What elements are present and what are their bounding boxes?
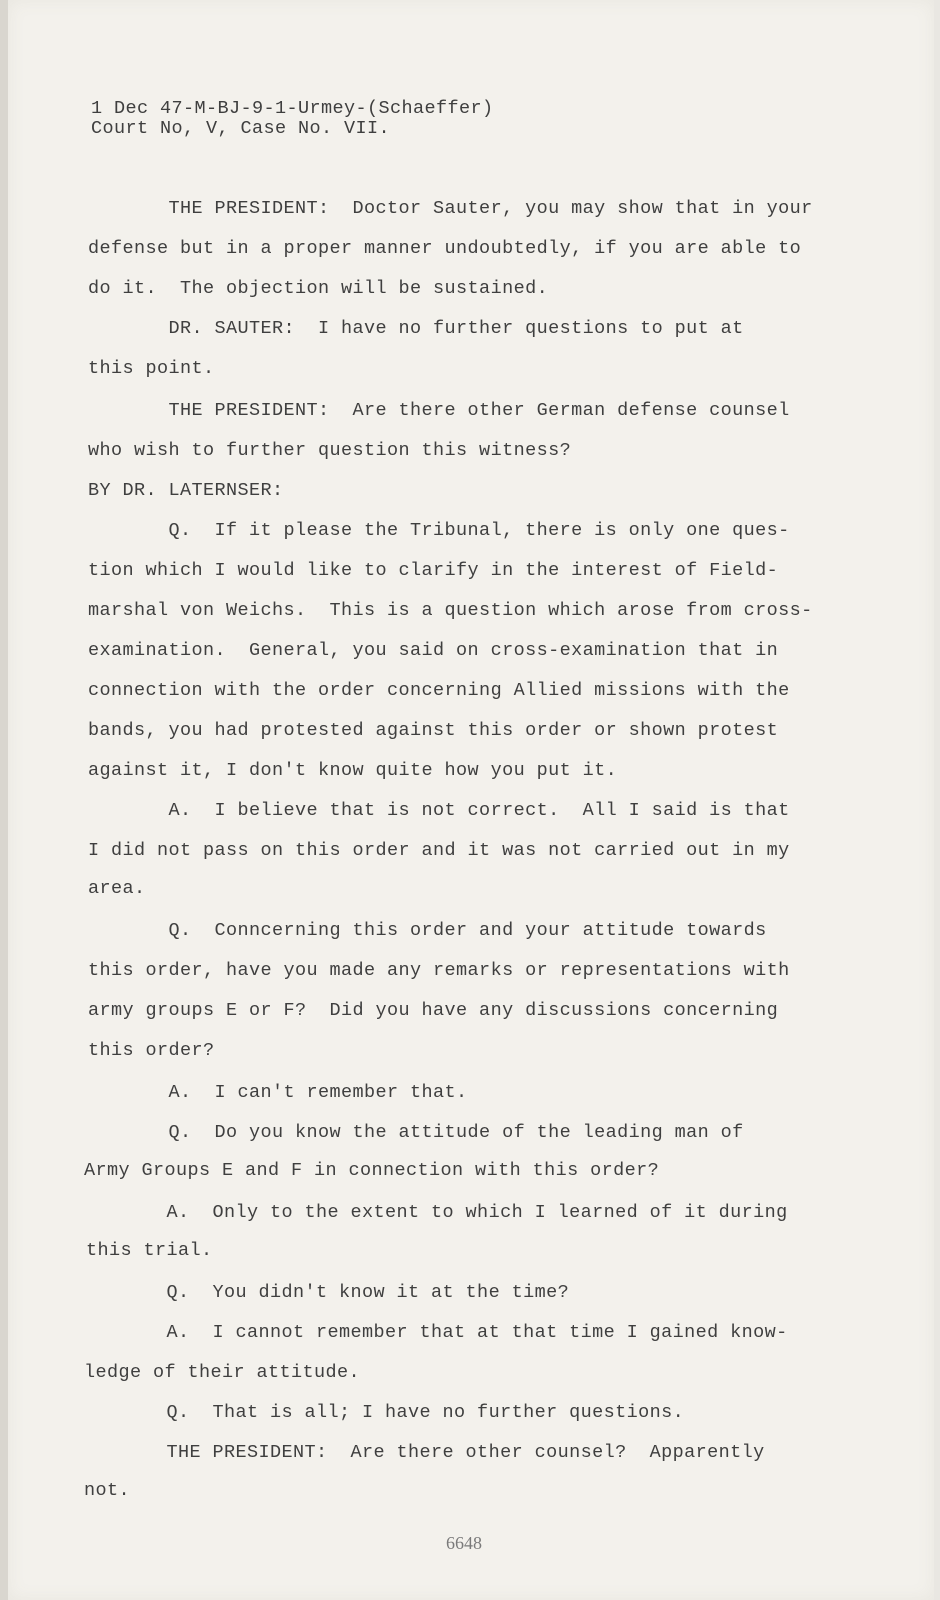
transcript-line: this order, have you made any remarks or representations with xyxy=(88,960,790,981)
transcript-line: Army Groups E and F in connection with this order? xyxy=(84,1160,660,1181)
transcript-line: Q. Conncerning this order and your attitude towards xyxy=(88,920,767,941)
transcript-line: who wish to further question this witness? xyxy=(88,440,572,461)
document-page xyxy=(8,0,934,1600)
page-number: 6648 xyxy=(446,1533,482,1553)
transcript-line: BY DR. LATERNSER: xyxy=(88,480,284,501)
transcript-line: A. I believe that is not correct. All I said is that xyxy=(88,800,790,821)
transcript-line: army groups E or F? Did you have any discussions concerning xyxy=(88,1000,779,1021)
transcript-line: I did not pass on this order and it was not carried out in my xyxy=(88,840,790,861)
transcript-line: A. Only to the extent to which I learned of it during xyxy=(86,1202,788,1223)
transcript-line: Q. You didn't know it at the time? xyxy=(86,1282,570,1303)
transcript-line: THE PRESIDENT: Are there other counsel? Apparently xyxy=(86,1442,765,1463)
transcript-line: not. xyxy=(84,1480,131,1501)
transcript-line: do it. The objection will be sustained. xyxy=(88,278,549,299)
transcript-line: against it, I don't know quite how you put it. xyxy=(88,760,618,781)
transcript-line: THE PRESIDENT: Doctor Sauter, you may show that in your xyxy=(88,198,813,219)
transcript-line: this trial. xyxy=(86,1240,213,1261)
transcript-line: tion which I would like to clarify in the interest of Field- xyxy=(88,560,779,581)
transcript-line: Q. If it please the Tribunal, there is only one ques- xyxy=(88,520,790,541)
transcript-line: connection with the order concerning Allied missions with the xyxy=(88,680,790,701)
transcript-line: area. xyxy=(88,878,146,899)
transcript-line: Q. Do you know the attitude of the leading man of xyxy=(88,1122,744,1143)
transcript-line: bands, you had protested against this order or shown protest xyxy=(88,720,779,741)
transcript-line: A. I cannot remember that at that time I gained know- xyxy=(86,1322,788,1343)
transcript-line: ledge of their attitude. xyxy=(84,1362,361,1383)
transcript-line: A. I can't remember that. xyxy=(88,1082,468,1103)
header-line-court-case: Court No, V, Case No. VII. xyxy=(91,118,391,139)
transcript-line: Q. That is all; I have no further questions. xyxy=(86,1402,685,1423)
transcript-line: marshal von Weichs. This is a question which arose from cross- xyxy=(88,600,813,621)
transcript-line: DR. SAUTER: I have no further questions to put at xyxy=(88,318,744,339)
transcript-line: this point. xyxy=(88,358,215,379)
transcript-line: this order? xyxy=(88,1040,215,1061)
transcript-line: THE PRESIDENT: Are there other German defense counsel xyxy=(88,400,790,421)
scan-left-edge xyxy=(0,0,8,1600)
transcript-line: defense but in a proper manner undoubtedly, if you are able to xyxy=(88,238,802,259)
transcript-line: examination. General, you said on cross-examination that in xyxy=(88,640,779,661)
header-line-date-reporter: 1 Dec 47-M-BJ-9-1-Urmey-(Schaeffer) xyxy=(91,98,494,119)
